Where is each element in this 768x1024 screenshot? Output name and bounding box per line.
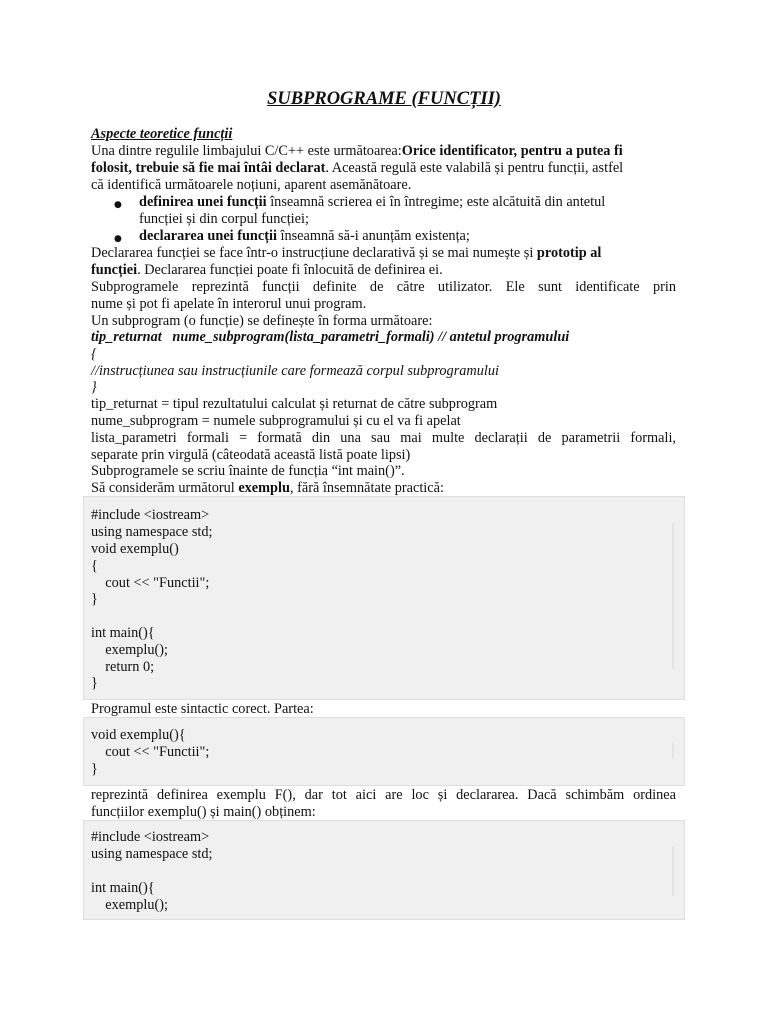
explain-line-5: Subprogramele se scriu înainte de funcția “int main()”. <box>91 463 405 479</box>
code-line: int main(){ <box>91 625 155 641</box>
explain-line-1: tip_returnat = tipul rezultatului calculat și returnat de către subprogram <box>91 396 498 412</box>
syntax-body: //instrucțiunea sau instrucțiunile care formează corpul subprogramului <box>91 363 499 379</box>
explain-line-3: lista_parametri formali = formată din una sau mai multe declarații de parametrii formali, <box>91 430 676 446</box>
code-line: } <box>91 591 98 607</box>
intro-line-2 <box>91 160 623 177</box>
bullet-dot: ● <box>114 234 122 244</box>
explain-text: Să considerăm următorul <box>91 480 235 496</box>
code-line: } <box>91 675 98 691</box>
code-line: cout << "Functii"; <box>91 575 210 591</box>
explain-line-6 <box>91 480 444 497</box>
code-line: #include <iostream> <box>91 829 210 845</box>
explain-line-4: separate prin virgulă (câteodată această listă poate lipsi) <box>91 447 411 463</box>
code-line: exemplu(); <box>91 642 169 658</box>
syntax-open-brace: { <box>91 346 97 362</box>
bullet-term: declararea unei funcții <box>139 228 277 244</box>
code-line: exemplu(); <box>91 897 169 913</box>
intro-text-cont: . Această regulă este valabilă și pentru funcții, astfel <box>325 160 624 176</box>
code-line: return 0; <box>91 659 155 675</box>
code-line: using namespace std; <box>91 524 213 540</box>
declaration-bold: prototip al <box>536 245 602 261</box>
declaration-line-2 <box>91 262 443 279</box>
after-code-2-line-1: reprezintă definirea exemplu F(), dar tot aici are loc și declararea. Dacă schimbăm ordinea <box>91 787 676 803</box>
syntax-header: tip_returnat nume_subprogram(lista_parametri_formali) // antetul programului <box>91 329 570 345</box>
subprog-line-1: Subprogramele reprezintă funcții definite de către utilizator. Ele sunt identificate prin <box>91 279 676 295</box>
declaration-bold-cont: funcției <box>91 262 138 278</box>
page-title: SUBPROGRAME (FUNCȚII) <box>267 89 501 109</box>
code-line: } <box>91 761 98 777</box>
code-block-rule <box>672 846 674 896</box>
subprog-line-2: nume și pot fi apelate în interorul unui program. <box>91 296 367 312</box>
explain-text-cont: , fără însemnătate practică: <box>289 480 444 496</box>
explain-bold: exemplu <box>238 480 290 496</box>
bullet-term: definirea unei funcții <box>139 194 267 210</box>
intro-line-1 <box>91 143 623 160</box>
bullet-text: înseamnă scrierea ei în întregime; este alcătuită din antetul <box>266 194 606 210</box>
bullet-declarare <box>139 228 470 245</box>
intro-rule-bold: Orice identificator, pentru a putea fi <box>401 143 623 159</box>
code-line: cout << "Functii"; <box>91 744 210 760</box>
declaration-text: Declararea funcției se face într-o instrucțiune declarativă și se mai numește și <box>91 245 534 261</box>
intro-line-3: că identifică următoarele noțiuni, aparent asemănătoare. <box>91 177 412 193</box>
code-line: int main(){ <box>91 880 155 896</box>
code-block-1 <box>83 496 685 700</box>
intro-rule-bold-cont: folosit, trebuie să fie mai întâi declarat <box>91 160 326 176</box>
bullet-definire <box>139 194 605 211</box>
code-line: void exemplu(){ <box>91 727 186 743</box>
bullet-definire-cont: funcției și din corpul funcției; <box>139 211 309 227</box>
declaration-line-1 <box>91 245 601 262</box>
bullet-text: înseamnă să-i anunțăm existența; <box>276 228 470 244</box>
code-line: void exemplu() <box>91 541 179 557</box>
code-line: using namespace std; <box>91 846 213 862</box>
after-code-1: Programul este sintactic corect. Partea: <box>91 701 314 717</box>
syntax-close-brace: } <box>91 379 97 395</box>
code-block-rule <box>672 523 674 669</box>
code-line: { <box>91 558 98 574</box>
code-block-3 <box>83 820 685 920</box>
code-block-rule <box>672 743 674 759</box>
subprog-line-3: Un subprogram (o funcție) se definește în forma următoare: <box>91 313 433 329</box>
after-code-2-line-2: funcțiilor exemplu() și main() obținem: <box>91 804 316 820</box>
explain-line-2: nume_subprogram = numele subprogramului și cu el va fi apelat <box>91 413 461 429</box>
section-heading: Aspecte teoretice funcții <box>91 126 233 142</box>
code-line: #include <iostream> <box>91 507 210 523</box>
bullet-dot: ● <box>114 200 122 210</box>
code-block-2 <box>83 717 685 786</box>
intro-text: Una dintre regulile limbajului C/C++ este următoarea: <box>91 143 402 159</box>
declaration-text-cont: . Declararea funcției poate fi înlocuită de definirea ei. <box>137 262 443 278</box>
